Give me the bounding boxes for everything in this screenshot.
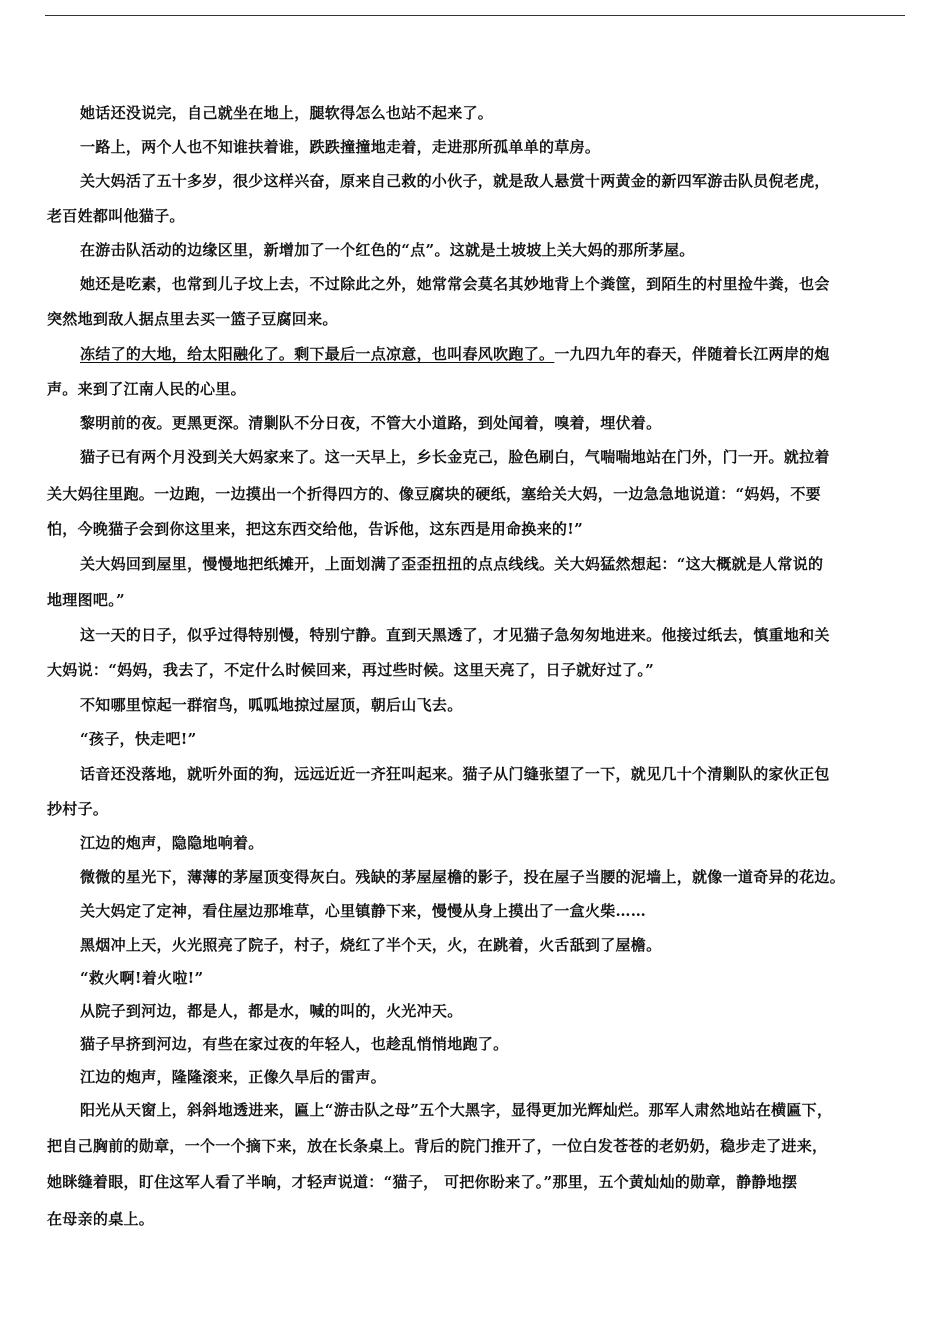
text-line: 从院子到河边，都是人，都是水，喊的叫的，火光冲天。 [80, 1002, 463, 1020]
text-line: 在游击队活动的边缘区里，新增加了一个红色的“点”。这就是土坡坡上关大妈的那所茅屋。 [80, 241, 695, 259]
text-line: 江边的炮声，隆隆滚来，正像久旱后的雷声。 [80, 1068, 387, 1086]
text-line: 话音还没落地，就听外面的狗，远远近近一齐狂叫起来。猫子从门缝张望了一下，就见几十个清剿队的家伙正包 [80, 765, 830, 783]
text-line: 她话还没说完，自己就坐在地上，腿软得怎么也站不起来了。 [80, 104, 494, 122]
text-line: 大妈说：“妈妈，我去了，不定什么时候回来，再过些时候。这里天亮了，日子就好过了。” [47, 661, 655, 679]
text-line: 老百姓都叫他猫子。 [47, 207, 185, 225]
text-line: 抄村子。 [47, 800, 109, 818]
text-line: 关大妈回到屋里，慢慢地把纸摊开，上面划满了歪歪扭扭的点点线线。关大妈猛然想起：“这大概就是人常说的 [80, 555, 824, 573]
text-line: 关大妈往里跑。一边跑，一边摸出一个折得四方的、像豆腐块的硬纸，塞给关大妈，一边急急地说道：“妈妈，不要 [47, 485, 821, 503]
text-line: “救火啊!着火啦!” [80, 969, 204, 987]
text-line: 声。来到了江南人民的心里。 [47, 380, 246, 398]
text-line: 阳光从天窗上，斜斜地透进来，匾上“游击队之母”五个大黑字，显得更加光辉灿烂。那军人肃然地站在横匾下， [80, 1101, 833, 1119]
text-line: 黎明前的夜。更黑更深。清剿队不分日夜，不管大小道路，到处闻着，嗅着，埋伏着。 [80, 414, 662, 432]
text-line: 怕，今晚猫子会到你这里来，把这东西交给他，告诉他，这东西是用命换来的!” [47, 520, 584, 538]
text-line: 不知哪里惊起一群宿鸟，呱呱地掠过屋顶，朝后山飞去。 [80, 696, 463, 714]
text-line: 猫子已有两个月没到关大妈家来了。这一天早上，乡长金克己，脸色刷白，气喘喘地站在门外，门一开。就拉着 [80, 448, 830, 466]
text-run: 一九四九年的春天，伴随着长江两岸的炮 [554, 345, 830, 363]
text-line: 突然地到敌人据点里去买一篮子豆腐回来。 [47, 310, 338, 328]
text-line: 把自己胸前的勋章，一个一个摘下来，放在长条桌上。背后的院门推开了，一位白发苍苍的老奶奶，稳步走了进来， [47, 1137, 828, 1155]
text-line: 江边的炮声，隐隐地响着。 [80, 834, 264, 852]
underlined-sentence: 冻结了的大地，给太阳融化了。剩下最后一点凉意，也叫春风吹跑了。 [80, 345, 555, 363]
text-line: 黑烟冲上天，火光照亮了院子，村子，烧红了半个天，火，在跳着，火舌舐到了屋檐。 [80, 936, 662, 954]
text-line: 在母亲的桌上。 [47, 1210, 155, 1228]
text-line [80, 344, 830, 364]
text-line: 关大妈定了定神，看住屋边那堆草，心里镇静下来，慢慢从身上摸出了一盒火柴…… [80, 902, 647, 920]
text-line: 一路上，两个人也不知谁扶着谁，跌跌撞撞地走着，走进那所孤单单的草房。 [80, 138, 601, 156]
text-line: 她眯缝着眼，盯住这军人看了半晌，才轻声说道：“猫子， 可把你盼来了。”那里，五个黄灿灿的勋章，静静地摆 [47, 1173, 798, 1191]
text-line: 猫子早挤到河边，有些在家过夜的年轻人，也趁乱悄悄地跑了。 [80, 1035, 509, 1053]
text-line: 她还是吃素，也常到儿子坟上去，不过除此之外，她常常会莫名其妙地背上个粪筐，到陌生的村里捡牛粪，也会 [80, 275, 830, 293]
text-line: “孩子，快走吧!” [80, 730, 197, 748]
text-line: 地理图吧。” [47, 591, 125, 609]
text-line: 这一天的日子，似乎过得特别慢，特别宁静。直到天黑透了，才见猫子急匆匆地进来。他接过纸去，慎重地和关 [80, 626, 830, 644]
text-line: 关大妈活了五十多岁，很少这样兴奋，原来自己救的小伙子，就是敌人悬赏十两黄金的新四军游击队员倪老虎， [80, 172, 830, 190]
text-line: 微微的星光下，薄薄的茅屋顶变得灰白。残缺的茅屋屋檐的影子，投在屋子当腰的泥墙上，就像一道奇异的花边。 [80, 868, 846, 886]
